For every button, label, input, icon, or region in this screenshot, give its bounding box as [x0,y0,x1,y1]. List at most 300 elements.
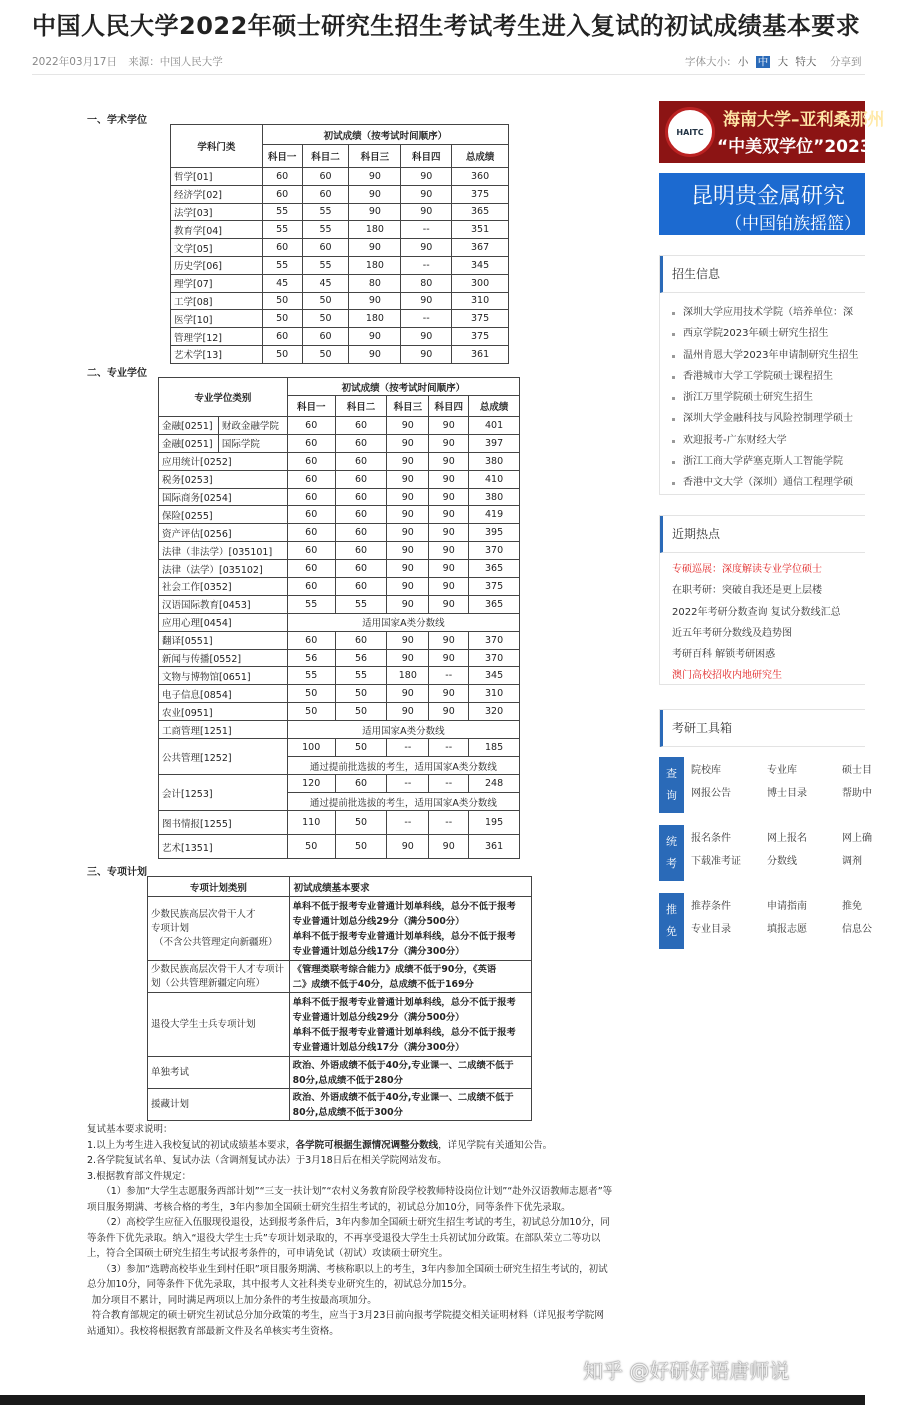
ad-banner-line2: “中美双学位”2023年研 [717,137,906,157]
tool-link[interactable]: 信息公 [842,924,872,935]
table-cell: 90 [387,506,429,524]
table-cell: 380 [469,452,520,470]
section-professional: 二、专业学位 [87,368,147,379]
table-cell: 120 [287,775,335,793]
table-cell: -- [387,775,429,793]
table-cell: 90 [387,470,429,488]
row-label: 财政金融学院 [218,417,287,435]
col-header-subject: 科目四 [401,145,452,168]
tag-char: 统 [666,835,677,848]
table-cell: 395 [469,524,520,542]
tool-link[interactable]: 报名条件 [691,833,731,844]
requirement-line: 80分,总成绩不低于300分 [292,1106,403,1118]
note-7: 加分项目不累计，同时满足两项以上加分条件的考生按最高项加分。 [91,1294,377,1306]
table-cell: 90 [429,685,469,703]
table-cell: 适用国家A类分数线 [287,613,519,631]
category-line: 援藏计划 [151,1098,190,1110]
table-row [159,835,520,859]
table-cell: 90 [429,488,469,506]
table-row [159,542,520,560]
category-line: 少数民族高层次骨干人才专项计 [151,963,285,975]
table-cell: 60 [335,542,387,560]
col-header-subject: 科目一 [287,396,335,417]
section-special: 三、专项计划 [87,867,147,878]
table-cell: 375 [452,185,509,203]
row-label: 艺术[1351] [159,835,288,859]
table-cell: 360 [452,168,509,186]
requirement-line: 《管理类联考综合能力》成绩不低于90分，《英语 [292,963,497,975]
table-row [148,1089,532,1121]
academic-table [170,124,509,364]
table-row [159,434,520,452]
col-header-category: 学科门类 [171,125,263,168]
table-row [159,417,520,435]
table-cell: 367 [452,239,509,257]
requirement-line: 单科不低于报考专业普通计划单科线，总分不低于报考 [292,1026,516,1038]
table-cell: 55 [335,595,387,613]
table-cell: -- [387,811,429,835]
table-cell: 90 [387,578,429,596]
table-cell: 60 [287,488,335,506]
table-cell: 90 [387,417,429,435]
article-title: 中国人民大学2022年硕士研究生招生考试考生进入复试的初试成绩基本要求 [32,12,861,40]
table-cell: 50 [262,310,302,328]
table-cell: 50 [302,292,349,310]
row-label: 保险[0255] [159,506,288,524]
tool-group-tag [659,757,684,813]
table-cell: 60 [335,506,387,524]
table-row [171,328,509,346]
table-cell: -- [401,256,452,274]
table-cell: 180 [349,221,401,239]
row-label: 汉语国际教育[0453] [159,595,288,613]
col-header-subject: 科目三 [349,145,401,168]
table-cell: 365 [452,203,509,221]
table-row [159,595,520,613]
table-cell: 90 [429,578,469,596]
admission-info-link[interactable]: 香港城市大学工学院硕士课程招生 [670,366,858,387]
row-label: 法学[03] [171,203,263,221]
table-cell: 410 [469,470,520,488]
article-meta [32,54,231,69]
table-cell: 50 [302,310,349,328]
hot-topic-link[interactable]: 2022年考研分数查询 复试分数线汇总 [672,606,841,618]
table-cell: 90 [349,345,401,363]
table-cell: 50 [287,685,335,703]
tool-link[interactable]: 申请指南 [767,901,807,912]
table-cell: 45 [262,274,302,292]
table-cell: 90 [429,506,469,524]
table-row [171,345,509,363]
admission-info-link[interactable]: 浙江工商大学萨塞克斯人工智能学院 [670,451,858,472]
category-line: 划（公共管理新疆定向班） [151,977,266,989]
tool-link[interactable]: 院校库 [691,765,721,776]
tag-char: 询 [666,789,677,802]
table-cell: 60 [335,578,387,596]
tool-link[interactable]: 帮助中 [842,788,872,799]
table-cell: 90 [429,434,469,452]
row-label: 应用心理[0454] [159,613,288,631]
table-cell: 50 [335,739,387,757]
table-row [159,667,520,685]
ad-banner-line1: 昆明贵金属研究 [691,184,846,209]
hot-topics-list [672,559,841,687]
row-label [148,1057,290,1089]
requirement-line: 专业普通计划总分线29分（满分500分） [292,915,465,927]
hot-topic-link[interactable]: 澳门高校招收内地研究生 [672,670,782,682]
table-cell: 55 [287,667,335,685]
tool-group [659,757,872,813]
table-cell: -- [429,811,469,835]
table-cell: 55 [302,221,349,239]
table-cell: 90 [429,595,469,613]
row-label: 文物与博物馆[0651] [159,667,288,685]
table-cell: -- [429,739,469,757]
table-row [148,897,532,961]
table-cell: -- [429,775,469,793]
tool-link[interactable]: 下载准考证 [691,856,741,867]
row-label [148,897,290,961]
table-cell: 345 [452,256,509,274]
table-cell: 110 [287,811,335,835]
table-cell: 100 [287,739,335,757]
table-cell: 90 [429,542,469,560]
table-cell: 90 [349,292,401,310]
table-cell: 370 [469,542,520,560]
table-cell: 90 [349,203,401,221]
category-line: 退役大学生士兵专项计划 [151,1018,256,1030]
admission-info-link[interactable]: 温州肯恩大学2023年申请制研究生招生 [670,345,858,366]
table-row [171,185,509,203]
table-cell: 56 [287,649,335,667]
table-cell: 90 [387,488,429,506]
tool-link[interactable]: 分数线 [767,856,797,867]
table-row [159,524,520,542]
requirement-line: 专业普通计划总分线17分（满分300分） [292,1041,465,1053]
row-label: 管理学[12] [171,328,263,346]
bottom-bar [0,1395,865,1405]
table-row [159,649,520,667]
row-label: 工学[08] [171,292,263,310]
table-cell: -- [429,667,469,685]
table-cell: 90 [401,239,452,257]
requirement-line: 单科不低于报考专业普通计划单科线，总分不低于报考 [292,996,516,1008]
row-label: 文学[05] [171,239,263,257]
table-cell: 60 [287,417,335,435]
col-header-subject: 科目二 [302,145,349,168]
table-row [159,703,520,721]
table-cell: 55 [302,203,349,221]
requirement-line: 80分,总成绩不低于280分 [292,1074,403,1086]
table-row [159,578,520,596]
row-label [148,993,290,1057]
row-label: 会计[1253] [159,775,288,811]
table-cell: 195 [469,811,520,835]
table-cell: 60 [262,239,302,257]
table-row [148,993,532,1057]
table-row [159,811,520,835]
table-cell: 60 [287,506,335,524]
table-cell: 60 [287,560,335,578]
admission-info-link[interactable]: 欢迎报考-广东财经大学 [670,430,858,451]
tool-link[interactable]: 专业目录 [691,924,731,935]
row-label: 翻译[0551] [159,631,288,649]
row-label: 医学[10] [171,310,263,328]
tool-link[interactable]: 网报公告 [691,788,731,799]
hot-topic-link[interactable]: 近五年考研分数线及趋势图 [672,627,792,639]
requirement-line: 单科不低于报考专业普通计划单科线，总分不低于报考 [292,930,516,942]
table-cell: 55 [335,667,387,685]
row-label: 税务[0253] [159,470,288,488]
tag-char: 查 [666,767,677,780]
table-cell: 90 [429,417,469,435]
table-cell: 60 [302,239,349,257]
table-cell: 370 [469,649,520,667]
table-cell: 90 [349,168,401,186]
university-logo-icon: HAITC [665,107,715,157]
table-cell: 365 [469,560,520,578]
hot-topic-link[interactable]: 考研百科 解锁考研困惑 [672,649,776,661]
tool-link[interactable]: 硕士目 [842,765,872,776]
table-cell: 60 [302,185,349,203]
font-size-medium[interactable]: 中 [757,56,769,68]
table-row [171,256,509,274]
tool-link[interactable]: 网上确 [842,833,872,844]
row-label: 资产评估[0256] [159,524,288,542]
table-cell: 90 [401,185,452,203]
table-cell: 55 [302,256,349,274]
table-note: 通过提前批选拔的考生，适用国家A类分数线 [287,793,519,811]
category-line: 单独考试 [151,1066,190,1078]
header-divider [32,74,865,75]
table-cell: 320 [469,703,520,721]
row-label: 历史学[06] [171,256,263,274]
admission-info-link[interactable]: 深圳大学金融科技与风险控制理学硕士 [670,408,858,429]
col-header-requirement: 初试成绩基本要求 [289,877,531,897]
tool-link[interactable]: 推荐条件 [691,901,731,912]
row-label: 公共管理[1252] [159,739,288,775]
table-cell: 180 [387,667,429,685]
table-cell: 90 [387,649,429,667]
tool-group [659,825,872,881]
table-cell: 90 [387,560,429,578]
table-cell: 50 [335,835,387,859]
table-cell: 90 [429,560,469,578]
tag-char: 考 [666,857,677,870]
note-1: 1.以上为考生进入我校复试的初试成绩基本要求，各学院可根据生源情况调整分数线，详见学院有关通知公告。 [87,1139,553,1151]
row-label: 农业[0951] [159,703,288,721]
table-cell: 50 [335,811,387,835]
table-cell: 90 [429,524,469,542]
table-cell: 90 [349,185,401,203]
article-source: 来源：中国人民大学 [128,56,223,68]
row-label: 艺术学[13] [171,345,263,363]
tool-link[interactable]: 调剂 [842,856,862,867]
table-cell: 345 [469,667,520,685]
row-label: 法律（非法学）[035101] [159,542,288,560]
table-cell: 60 [262,185,302,203]
table-cell: 90 [429,470,469,488]
requirement-cell [289,1089,531,1121]
tools-panel [659,709,865,747]
row-label: 国际学院 [218,434,287,452]
row-label: 教育学[04] [171,221,263,239]
font-size-small[interactable]: 小 [737,56,749,68]
table-cell: 60 [287,631,335,649]
note-8: 符合教育部规定的硕士研究生初试总分加分政策的考生，应当于3月23日前向报考学院提交相关证明材料（详见报考学院网站通知）。我校将根据教育部最新文件及名单核实考生资格。 [87,1310,604,1337]
table-cell: 60 [335,417,387,435]
font-size-xlarge[interactable]: 特大 [795,56,817,68]
table-cell: 90 [429,649,469,667]
table-cell: 80 [401,274,452,292]
table-note: 通过提前批选拔的考生，适用国家A类分数线 [287,757,519,775]
table-cell: 55 [262,221,302,239]
table-cell: -- [387,739,429,757]
table-cell: -- [401,221,452,239]
table-cell: 375 [469,578,520,596]
table-cell: 45 [302,274,349,292]
table-cell: 60 [302,328,349,346]
table-cell: 60 [335,488,387,506]
col-header-category: 专业学位类别 [159,378,288,417]
table-cell: 50 [262,292,302,310]
table-row [159,631,520,649]
tool-group-tag [659,825,684,881]
table-cell: 50 [302,345,349,363]
table-cell: 60 [335,775,387,793]
table-cell: 90 [429,703,469,721]
tool-link[interactable]: 推免 [842,901,862,912]
table-cell: 310 [469,685,520,703]
table-cell: 90 [387,835,429,859]
table-cell: 60 [302,168,349,186]
table-row [159,739,520,757]
share-link[interactable]: 分享到 [830,56,862,68]
note-heading: 复试基本要求说明： [87,1124,173,1135]
table-cell: 310 [452,292,509,310]
table-cell: 90 [429,631,469,649]
note-5: （2）高校学生应征入伍服现役退役，达到报考条件后，3年内参加全国硕士研究生招生考试的考生，初试总分加10分，同等条件下优先录取。纳入“退役大学生士兵”专项计划录取的，不再享受退役大学生士兵初试加分政策。在部队荣立二等功以上，符合全国硕士研究生招生考试报考条件的，可申请免试（初试）攻读硕士研究生。 [87,1217,610,1259]
professional-table [158,377,520,859]
table-cell: 55 [287,595,335,613]
table-cell: 361 [452,345,509,363]
admission-info-list [670,302,858,494]
table-row [171,239,509,257]
table-cell: 380 [469,488,520,506]
table-cell: 55 [262,203,302,221]
tool-link[interactable]: 网上报名 [767,833,807,844]
table-row [171,292,509,310]
admission-info-link[interactable]: 西京学院2023年硕士研究生招生 [670,323,858,344]
table-cell: 60 [262,168,302,186]
table-row [159,721,520,739]
admission-info-link[interactable]: 香港中文大学（深圳）通信工程理学硕 [670,472,858,493]
table-cell: 60 [287,470,335,488]
table-cell: 55 [262,256,302,274]
tool-link[interactable]: 填报志愿 [767,924,807,935]
table-cell: 60 [287,434,335,452]
watermark: 知乎 @好研好语唐师说 [583,1359,790,1383]
row-label: 工商管理[1251] [159,721,288,739]
ad-banner-hainan[interactable] [659,101,906,163]
category-line: 专项计划 [151,922,190,934]
table-cell: 90 [387,685,429,703]
table-cell: 90 [401,345,452,363]
admission-info-link[interactable]: 浙江万里学院硕士研究生招生 [670,387,858,408]
table-row [159,775,520,793]
table-cell: 50 [287,703,335,721]
table-cell: 60 [287,452,335,470]
requirement-cell [289,897,531,961]
table-cell: 401 [469,417,520,435]
tool-link[interactable]: 专业库 [767,765,797,776]
hot-topic-link[interactable]: 在职考研：突破自我还是更上层楼 [672,585,822,597]
table-cell: 90 [387,434,429,452]
table-cell: 适用国家A类分数线 [287,721,519,739]
table-cell: 90 [401,328,452,346]
notes-block [87,1122,613,1339]
note-3: 3.根据教育部文件规定： [87,1170,192,1182]
table-cell: 60 [335,560,387,578]
col-header-subject: 总成绩 [469,396,520,417]
table-row [159,613,520,631]
table-cell: -- [401,310,452,328]
table-cell: 90 [387,595,429,613]
special-plan-table [147,876,532,1121]
admission-info-link[interactable]: 深圳大学应用技术学院（培养单位：深 [670,302,858,323]
table-cell: 375 [452,310,509,328]
font-size-label: 字体大小: [685,56,731,68]
table-cell: 365 [469,595,520,613]
table-row [159,452,520,470]
row-label [148,961,290,993]
table-cell: 180 [349,310,401,328]
note-2: 2.各学院复试名单、复试办法（含调剂复试办法）于3月18日后在相关学院网站发布。 [87,1155,447,1166]
table-cell: 180 [349,256,401,274]
row-label: 国际商务[0254] [159,488,288,506]
note-4: （1）参加“大学生志愿服务西部计划”“三支一扶计划”“农村义务教育阶段学校教师特设岗位计划”“赴外汉语教师志愿者”等项目服务期满、考核合格的考生，3年内参加全国硕士研究生招生考试的，初试总分加10分，同等条件下优先录取。 [87,1186,613,1213]
table-row [159,488,520,506]
ad-banner-kunming[interactable] [659,173,865,235]
table-row [148,961,532,993]
requirement-line: 政治、外语成绩不低于40分,专业课一、二成绩不低于 [292,1091,514,1103]
panel-title: 招生信息 [660,256,865,293]
table-cell: 60 [335,434,387,452]
col-header-subject: 科目四 [429,396,469,417]
hot-topic-link[interactable]: 专硕巡展：深度解读专业学位硕士 [672,564,822,575]
table-cell: 60 [262,328,302,346]
table-cell: 80 [349,274,401,292]
table-row [159,685,520,703]
tool-link[interactable]: 博士目录 [767,788,807,799]
table-cell: 60 [335,470,387,488]
table-cell: 90 [387,524,429,542]
table-row [171,168,509,186]
section-academic: 一、学术学位 [87,115,147,126]
table-cell: 90 [387,452,429,470]
col-header-group: 初试成绩（按考试时间顺序） [287,378,519,396]
category-line: 少数民族高层次骨干人才 [151,908,256,920]
font-size-large[interactable]: 大 [777,56,789,68]
table-cell: 397 [469,434,520,452]
panel-title: 考研工具箱 [660,710,865,747]
row-label: 新闻与传播[0552] [159,649,288,667]
table-cell: 60 [287,578,335,596]
row-label: 法律（法学）[035102] [159,560,288,578]
col-header-subject: 总成绩 [452,145,509,168]
note-6: （3）参加“选聘高校毕业生到村任职”项目服务期满、考核称职以上的考生，3年内参加全国硕士研究生招生考试的，初试总分加10分，同等条件下优先录取，其中报考人文社科类专业研究生的，初试总分加15分。 [87,1263,608,1290]
row-label: 金融[0251] [159,434,219,452]
